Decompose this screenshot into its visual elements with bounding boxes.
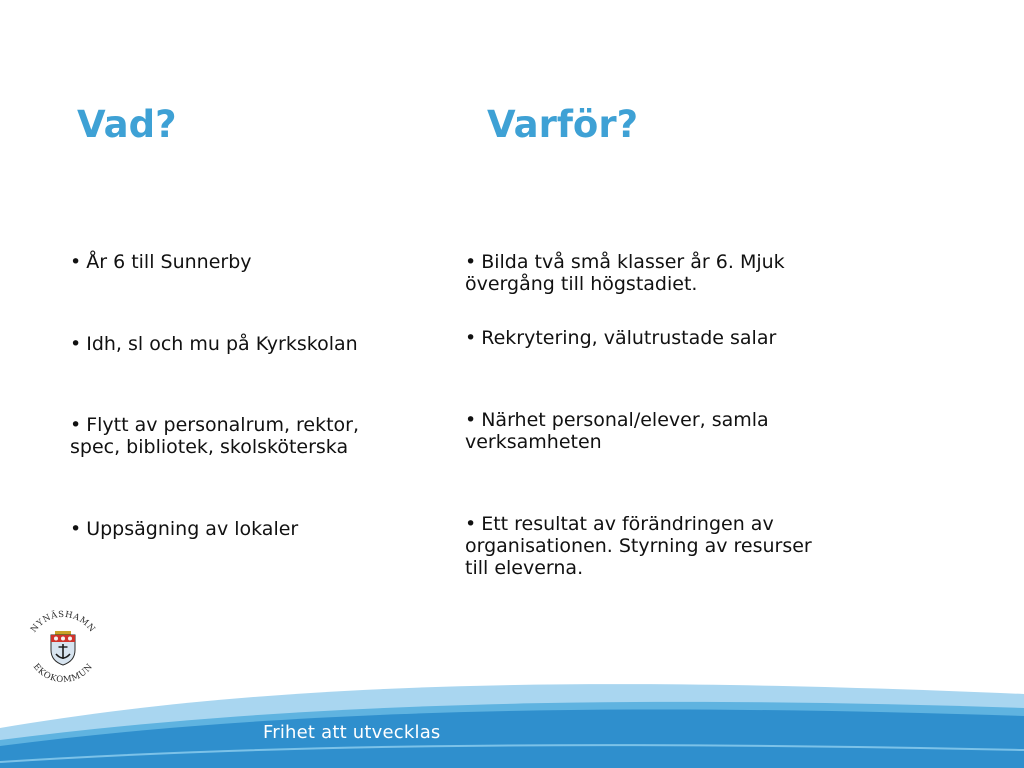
svg-text:NYNÄSHAMN bbox=[29, 608, 97, 634]
bullet-item-why bbox=[465, 513, 812, 579]
bullet-text-continued: verksamheten bbox=[465, 431, 602, 453]
bullet-dot: • bbox=[70, 414, 82, 436]
bullet-text: Bilda två små klasser år 6. Mjuk bbox=[481, 251, 785, 273]
bullet-text: Närhet personal/elever, samla bbox=[481, 409, 769, 431]
bullet-item-what bbox=[70, 333, 358, 355]
bullet-text: Rekrytering, välutrustade salar bbox=[481, 327, 777, 349]
logo-top-text: NYNÄSHAMN bbox=[29, 609, 97, 635]
bullet-dot: • bbox=[465, 409, 477, 431]
anchor-shield-icon bbox=[51, 631, 75, 665]
municipality-logo bbox=[20, 604, 106, 690]
bullet-dot: • bbox=[465, 327, 477, 349]
bullet-dot: • bbox=[70, 251, 82, 273]
bullet-item-what bbox=[70, 251, 252, 273]
bullet-dot: • bbox=[70, 333, 82, 355]
bullet-item-why bbox=[465, 327, 776, 349]
logo-bottom-text: EKOKOMMUN bbox=[30, 661, 96, 686]
bullet-dot: • bbox=[70, 518, 82, 540]
footer-wave-band bbox=[0, 680, 1024, 768]
heading-why: Varför? bbox=[487, 103, 639, 146]
bullet-dot: • bbox=[465, 251, 477, 273]
footer-slogan: Frihet att utvecklas bbox=[263, 722, 441, 743]
bullet-item-what bbox=[70, 414, 359, 458]
bullet-text: Idh, sl och mu på Kyrkskolan bbox=[86, 333, 358, 355]
bullet-text-continued: övergång till högstadiet. bbox=[465, 273, 698, 295]
bullet-item-why bbox=[465, 409, 769, 453]
bullet-text-continued: organisationen. Styrning av resurser bbox=[465, 535, 812, 557]
bullet-text-continued: spec, bibliotek, skolsköterska bbox=[70, 436, 349, 458]
bullet-dot: • bbox=[465, 513, 477, 535]
bullet-item-what bbox=[70, 518, 298, 540]
heading-what: Vad? bbox=[77, 103, 177, 146]
bullet-text: Flytt av personalrum, rektor, bbox=[86, 414, 360, 436]
bullet-text: År 6 till Sunnerby bbox=[86, 251, 252, 273]
bullet-text: Ett resultat av förändringen av bbox=[481, 513, 774, 535]
bullet-text: Uppsägning av lokaler bbox=[86, 518, 299, 540]
bullet-item-why bbox=[465, 251, 785, 295]
bullet-text-continued: till eleverna. bbox=[465, 557, 584, 579]
